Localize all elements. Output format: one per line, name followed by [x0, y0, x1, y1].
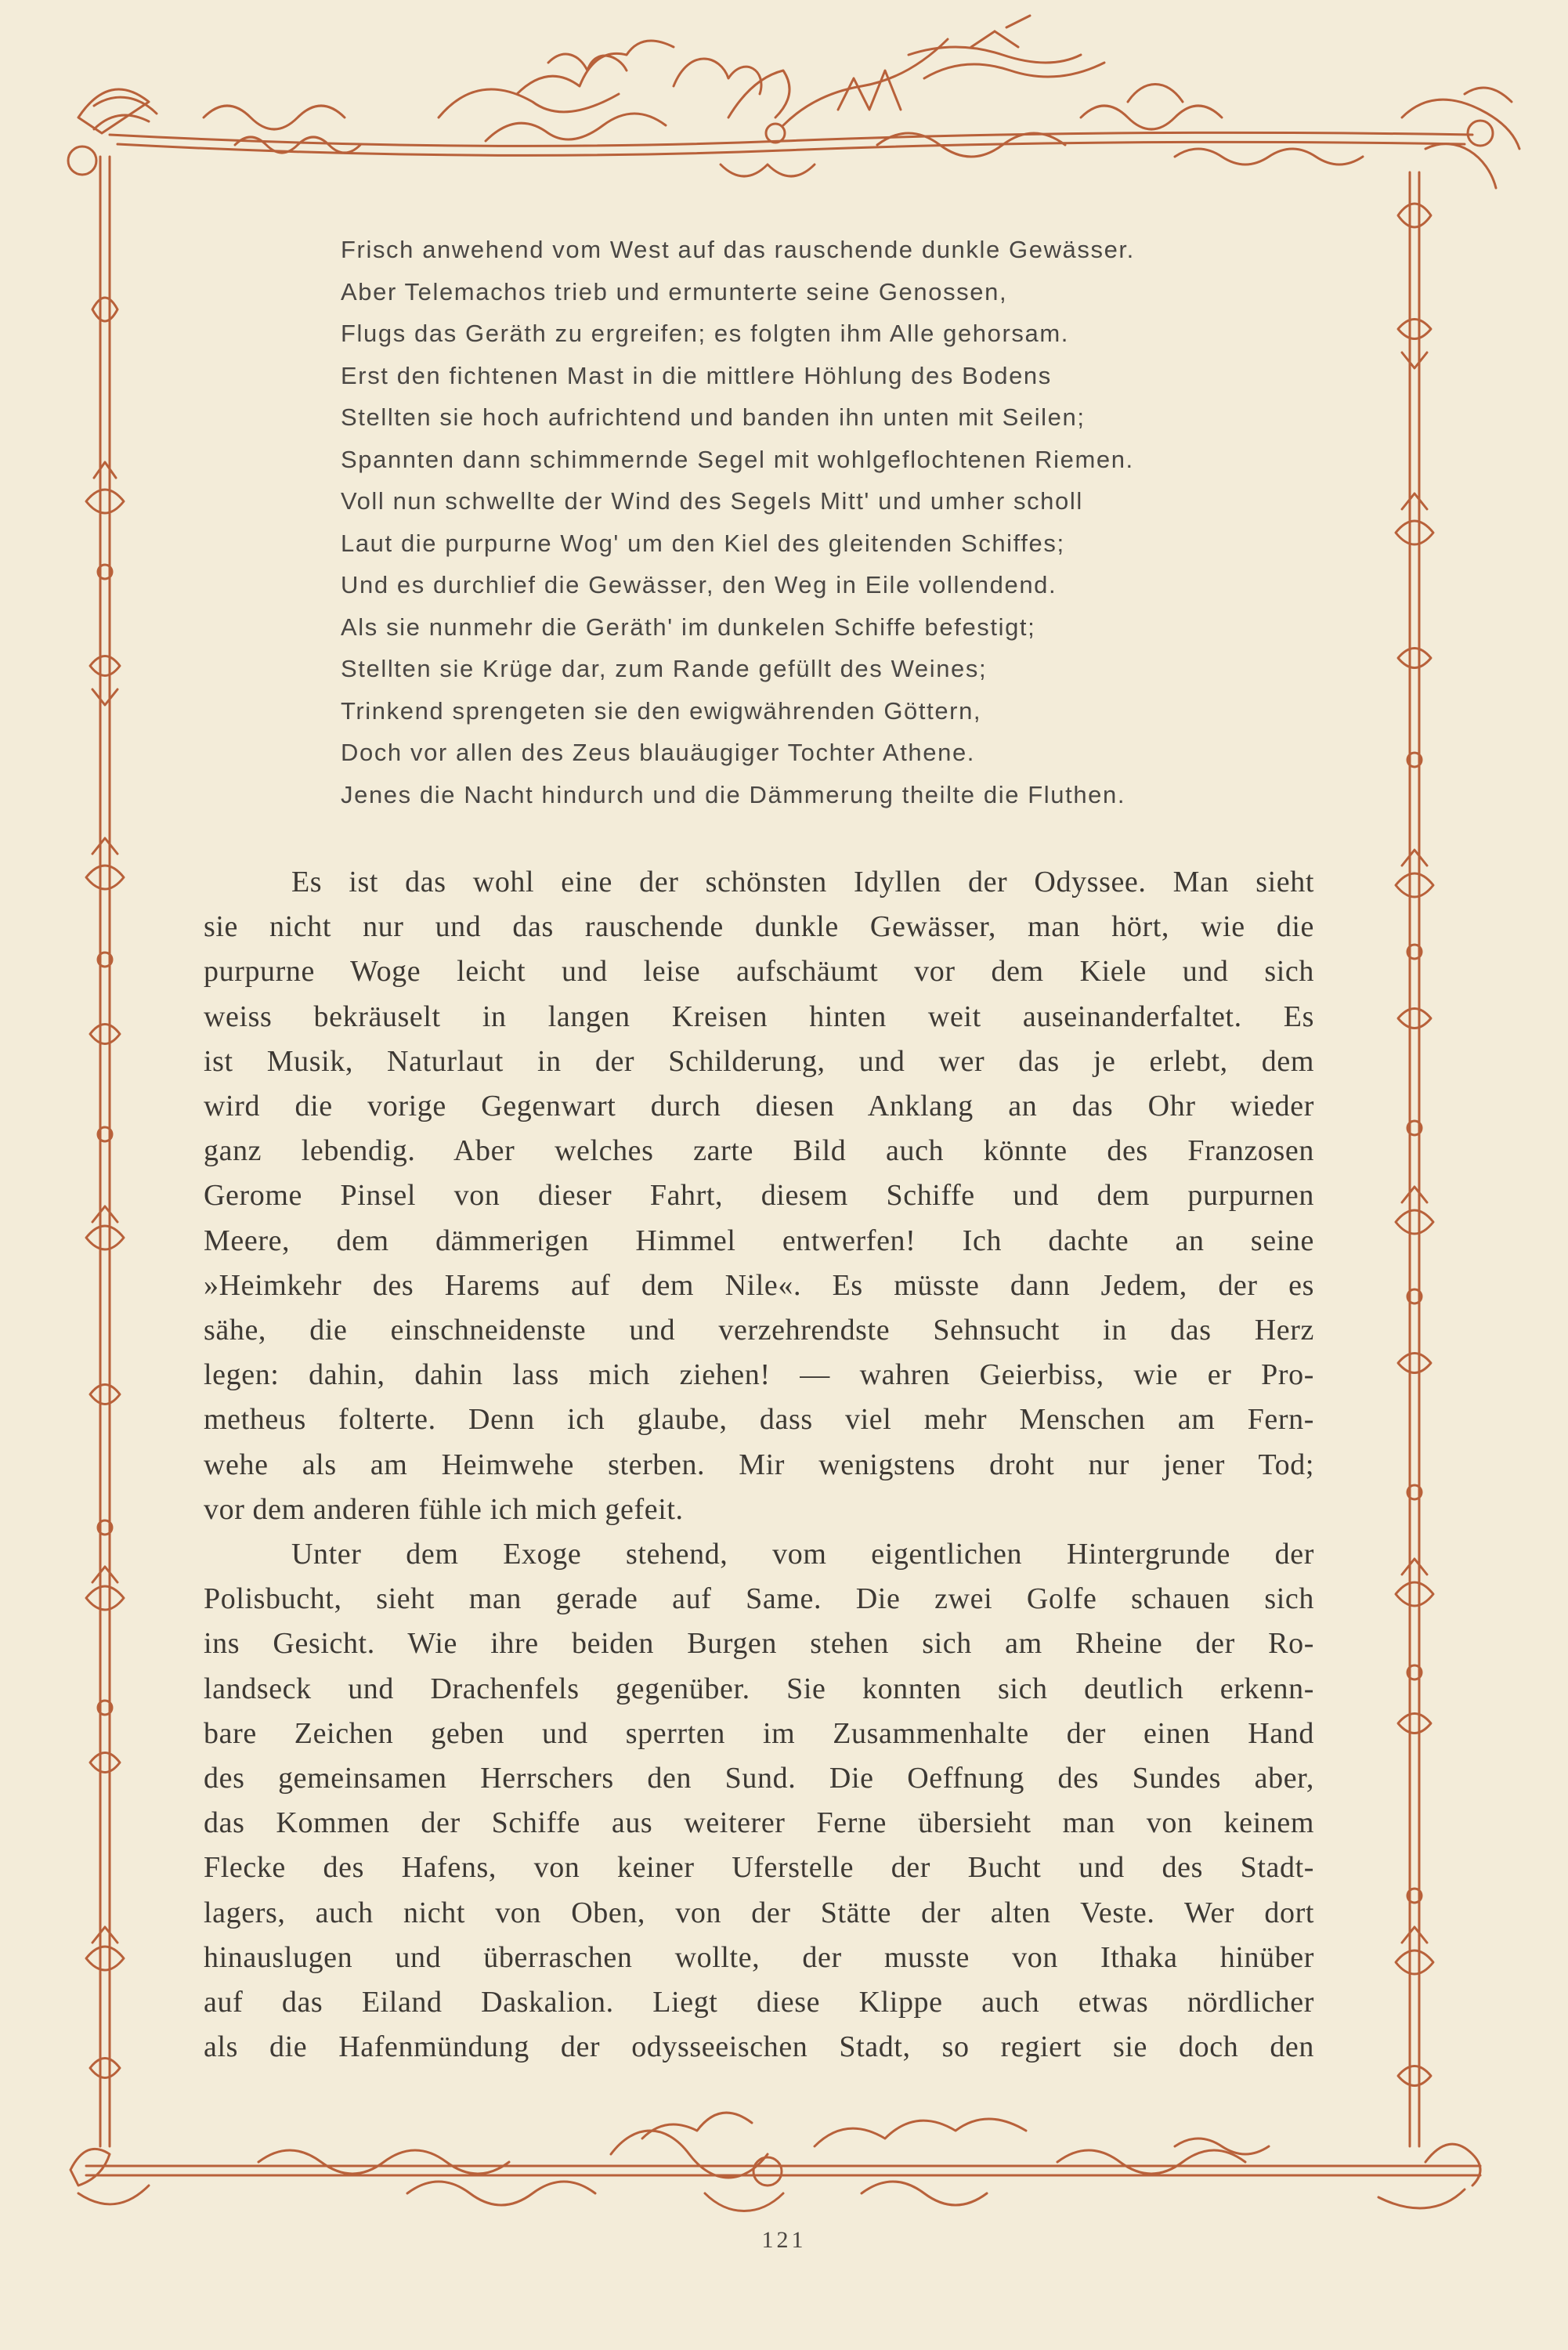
paragraph-line: hinauslugen und überraschen wollte, der musste von Ithaka hinüber: [204, 1940, 1314, 1974]
verse-line: Laut die purpurne Wog' um den Kiel des gleitenden Schiffes;: [341, 529, 1065, 557]
paragraph-line: sie nicht nur und das rauschende dunkle Gewässer, man hört, wie die: [204, 910, 1314, 944]
verse-line: Trinkend sprengeten sie den ewigwährenden Göttern,: [341, 696, 982, 725]
paragraph-line: auf das Eiland Daskalion. Liegt diese Klippe auch etwas nördlicher: [204, 1986, 1314, 2019]
paragraph-line: als die Hafenmündung der odysseeischen Stadt, so regiert sie doch den: [204, 2030, 1314, 2064]
verse-line: Erst den fichtenen Mast in die mittlere Höhlung des Bodens: [341, 361, 1052, 389]
paragraph-line: wehe als am Heimwehe sterben. Mir wenigstens droht nur jener Tod;: [204, 1448, 1314, 1481]
verse-line: Aber Telemachos trieb und ermunterte seine Genossen,: [341, 277, 1008, 306]
paragraph-line: weiss bekräuselt in langen Kreisen hinten weit auseinanderfaltet. Es: [204, 1000, 1314, 1033]
paragraph-line: vor dem anderen fühle ich mich gefeit.: [204, 1492, 684, 1526]
top-center-foliage: [517, 16, 1104, 176]
paragraph-line: Meere, dem dämmerigen Himmel entwerfen! Ich dachte an seine: [204, 1224, 1314, 1257]
verse-line: Und es durchlief die Gewässer, den Weg in Eile vollendend.: [341, 571, 1057, 598]
verse-line: Doch vor allen des Zeus blauäugiger Tochter Athene.: [341, 739, 975, 766]
paragraph-line: purpurne Woge leicht und leise aufschäumt vor dem Kiele und sich: [204, 955, 1314, 989]
paragraph-1: [204, 860, 1314, 1532]
paragraph-line: ist Musik, Naturlaut in der Schilderung, und wer das je erlebt, dem: [204, 1044, 1314, 1078]
verse-line: Frisch anwehend vom West auf das rauschende dunkle Gewässer.: [341, 236, 1135, 263]
paragraph-2: [204, 1532, 1314, 2070]
paragraph-line: das Kommen der Schiffe aus weiterer Ferne übersieht man von keinem: [204, 1806, 1314, 1840]
paragraph-line: landseck und Drachenfels gegenüber. Sie konnten sich deutlich erkenn-: [204, 1672, 1314, 1705]
paragraph-line: Gerome Pinsel von dieser Fahrt, diesem Schiffe und dem purpurnen: [204, 1179, 1314, 1213]
paragraph-line: Polisbucht, sieht man gerade auf Same. Die zwei Golfe schauen sich: [204, 1582, 1314, 1616]
prose-block: [204, 860, 1314, 2070]
paragraph-line: des gemeinsamen Herrschers den Sund. Die Oeffnung des Sundes aber,: [204, 1762, 1314, 1795]
paragraph-line: legen: dahin, dahin lass mich ziehen! — wahren Geierbiss, wie er Pro-: [204, 1358, 1314, 1392]
paragraph-line: »Heimkehr des Harems auf dem Nile«. Es müsste dann Jedem, der es: [204, 1268, 1314, 1302]
bottom-foliage: [70, 2113, 1480, 2211]
top-left-foliage: [68, 89, 666, 175]
paragraph-line: ganz lebendig. Aber welches zarte Bild auch könnte des Franzosen: [204, 1134, 1314, 1168]
verse-line: Flugs das Geräth zu ergreifen; es folgten ihm Alle gehorsam.: [341, 320, 1069, 347]
verse-line: Stellten sie hoch aufrichtend und banden ihn unten mit Seilen;: [341, 403, 1086, 431]
verse-line: Jenes die Nacht hindurch und die Dämmerung theilte die Fluthen.: [341, 780, 1126, 808]
verse-line: Stellten sie Krüge dar, zum Rande gefüllt des Weines;: [341, 655, 988, 682]
right-border: [1396, 172, 1433, 2146]
left-border: [86, 157, 124, 2146]
bottom-rule: [86, 2166, 1480, 2175]
paragraph-line: metheus folterte. Denn ich glaube, dass viel mehr Menschen am Fern-: [204, 1403, 1314, 1437]
paragraph-line: ins Gesicht. Wie ihre beiden Burgen stehen sich am Rheine der Ro-: [204, 1627, 1314, 1661]
paragraph-line: Es ist das wohl eine der schönsten Idyllen der Odyssee. Man sieht: [291, 866, 1314, 898]
verse-line: Voll nun schwellte der Wind des Segels Mitt' und umher scholl: [341, 487, 1083, 515]
paragraph-line: lagers, auch nicht von Oben, von der Stätte der alten Veste. Wer dort: [204, 1896, 1314, 1929]
verse-line: Spannten dann schimmernde Segel mit wohlgeflochtenen Riemen.: [341, 445, 1134, 473]
page-number: 121: [761, 2227, 807, 2253]
paragraph-line: sähe, die einschneidenste und verzehrendste Sehnsucht in das Herz: [204, 1314, 1314, 1347]
verse-line: Als sie nunmehr die Geräth' im dunkelen Schiffe befestigt;: [341, 613, 1036, 641]
verse-block: [341, 229, 1281, 815]
paragraph-line: Flecke des Hafens, von keiner Uferstelle der Bucht und des Stadt-: [204, 1851, 1314, 1885]
paragraph-line: Unter dem Exoge stehend, vom eigentlichen Hintergrunde der: [291, 1538, 1314, 1571]
paragraph-line: bare Zeichen geben und sperrten im Zusammenhalte der einen Hand: [204, 1716, 1314, 1750]
paragraph-line: wird die vorige Gegenwart durch diesen Anklang an das Ohr wieder: [204, 1090, 1314, 1123]
